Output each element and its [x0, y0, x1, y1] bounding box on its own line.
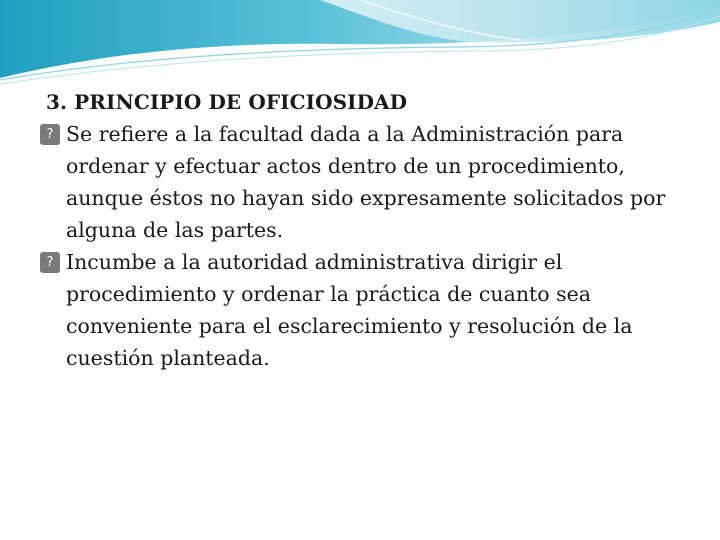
header-wave-decoration — [0, 0, 720, 90]
bullet-item — [46, 246, 696, 374]
bullet-marker-icon: ? — [40, 252, 60, 273]
slide-title: 3. PRINCIPIO DE OFICIOSIDAD — [46, 90, 408, 114]
bullet-text: Se refiere a la facultad dada a la Administración para ordenar y efectuar actos dentro de un procedimiento, aunque éstos no hayan sido expresamente solicitados por alguna de las partes. — [66, 122, 666, 242]
bullet-marker-icon: ? — [40, 124, 60, 145]
bullet-item — [46, 118, 696, 246]
slide-content — [46, 86, 696, 374]
bullet-text: Incumbe a la autoridad administrativa dirigir el procedimiento y ordenar la práctica de cuanto sea conveniente para el esclarecimiento y resolución de la cuestión planteada. — [66, 250, 633, 370]
